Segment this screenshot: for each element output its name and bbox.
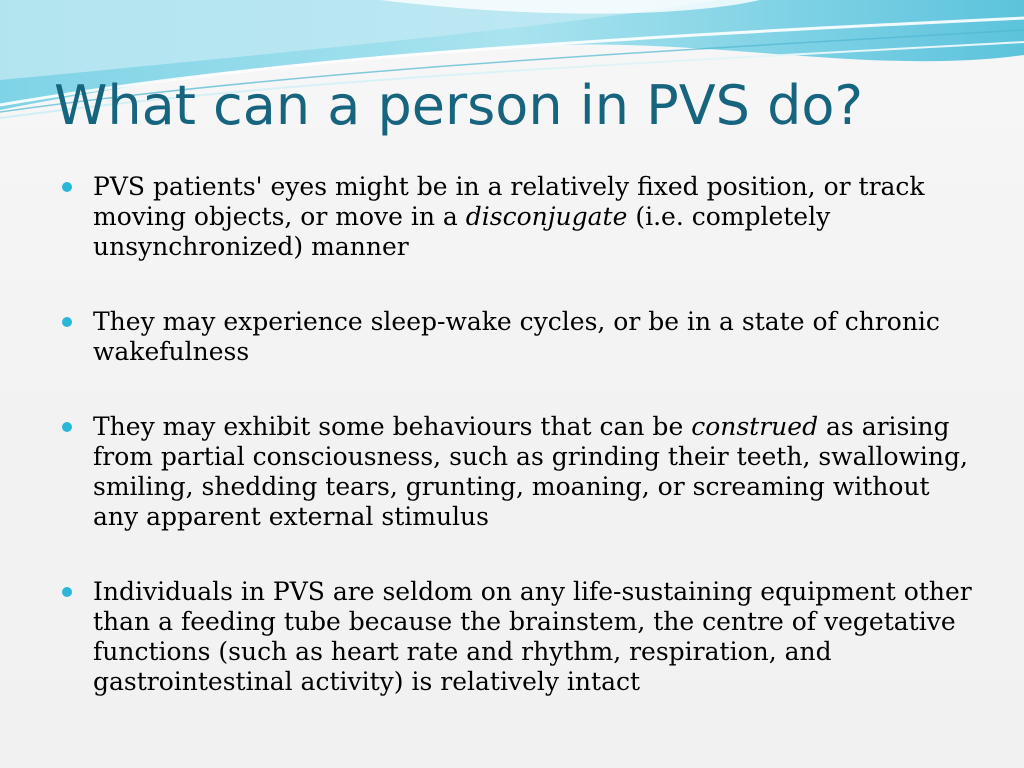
bullet-list xyxy=(60,172,975,742)
bullet-item xyxy=(60,577,975,697)
bullet-emphasis: disconjugate xyxy=(465,202,628,231)
bullet-text: PVS patients' eyes might be in a relatively fixed position, or track moving objects, or move in a xyxy=(93,172,925,231)
bullet-text: They may exhibit some behaviours that can be xyxy=(93,412,692,441)
bullet-text: They may experience sleep-wake cycles, or be in a state of chronic wakefulness xyxy=(93,307,940,366)
bullet-emphasis: construed xyxy=(691,412,819,441)
bullet-item xyxy=(60,172,975,262)
bullet-item xyxy=(60,307,975,367)
slide-title: What can a person in PVS do? xyxy=(54,74,864,137)
bullet-text: as arising from partial consciousness, such as grinding their teeth, swallowing, smiling, shedding tears, grunting, moaning, or screaming without any apparent external stimulus xyxy=(93,412,968,531)
bullet-item xyxy=(60,412,975,532)
bullet-text: (i.e. completely unsynchronized) manner xyxy=(93,202,831,261)
bullet-text: Individuals in PVS are seldom on any life-sustaining equipment other than a feeding tube because the brainstem, the centre of vegetative functions (such as heart rate and rhythm, respiration, and gastrointestinal activity) is relatively intact xyxy=(93,577,972,696)
